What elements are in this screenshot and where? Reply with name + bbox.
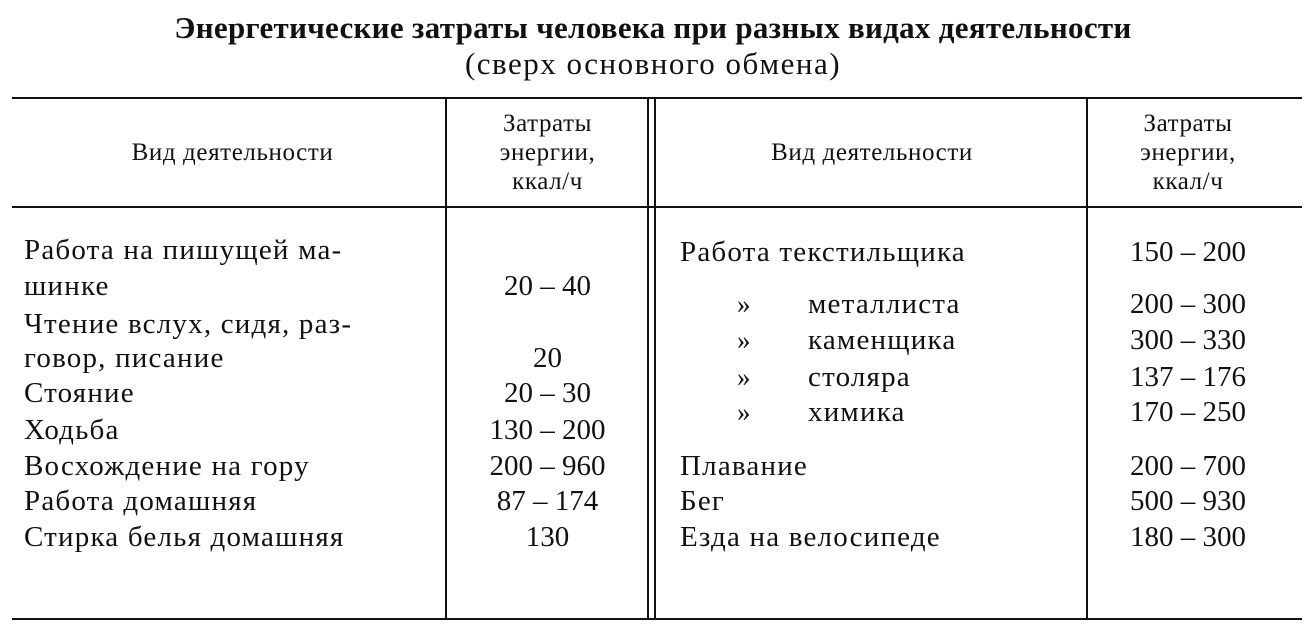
table-subtitle: (сверх основного обмена) <box>464 46 842 81</box>
energy-value: 130 <box>525 521 570 553</box>
energy-value: 200 – 700 <box>1130 450 1246 482</box>
activity-text: Восхождение на гору <box>24 450 310 482</box>
energy-value: 200 – 300 <box>1130 288 1246 320</box>
activity-text: Работа текстильщика <box>680 236 966 268</box>
header-rule <box>12 206 1302 208</box>
activity-text: Работа домашняя <box>24 485 258 517</box>
energy-value: 180 – 300 <box>1130 521 1246 553</box>
header-activity-right: Вид деятельности <box>771 139 973 166</box>
activity-text: Плавание <box>680 450 808 482</box>
header-activity-left: Вид деятельности <box>131 139 334 166</box>
header-energy-line: ккал/ч <box>512 168 583 195</box>
header-energy-line: Затраты <box>1143 110 1233 137</box>
ditto-mark: » <box>737 362 751 392</box>
energy-value: 150 – 200 <box>1130 236 1246 268</box>
header-energy-left <box>450 109 645 196</box>
activity-text: говор, писание <box>24 342 225 374</box>
activity-text: Стояние <box>24 377 135 409</box>
column-divider-3 <box>1086 97 1088 620</box>
double-divider-b <box>654 97 656 620</box>
energy-value: 20 – 30 <box>504 377 591 409</box>
bottom-rule <box>12 618 1302 620</box>
header-energy-line: Затраты <box>502 110 593 137</box>
activity-text: Стирка белья домашняя <box>24 521 345 553</box>
top-rule <box>12 97 1302 99</box>
activity-text: столяра <box>808 361 911 393</box>
energy-value: 137 – 176 <box>1130 361 1246 393</box>
activity-text: Езда на велосипеде <box>680 521 941 553</box>
header-energy-line: энергии, <box>499 139 596 166</box>
energy-value: 130 – 200 <box>489 414 606 446</box>
activity-text: Работа на пишущей ма- <box>24 234 343 266</box>
energy-value: 300 – 330 <box>1130 324 1246 356</box>
activity-text: Чтение вслух, сидя, раз- <box>24 308 353 340</box>
column-divider-1 <box>445 97 447 620</box>
ditto-mark: » <box>737 289 751 319</box>
ditto-mark: » <box>737 325 751 355</box>
activity-text: каменщика <box>808 324 957 356</box>
header-energy-right <box>1090 109 1286 196</box>
activity-text: шинке <box>24 270 110 302</box>
header-energy-line: энергии, <box>1140 139 1236 166</box>
activity-text: металлиста <box>808 288 961 320</box>
energy-value: 20 <box>533 342 562 374</box>
energy-value: 170 – 250 <box>1130 396 1246 428</box>
activity-text: Ходьба <box>24 414 120 446</box>
energy-value: 200 – 960 <box>489 450 606 482</box>
table-title: Энергетические затраты человека при разных видах деятельности <box>174 10 1132 45</box>
header-energy-line: ккал/ч <box>1152 168 1224 195</box>
energy-value: 500 – 930 <box>1130 485 1246 517</box>
double-divider-a <box>647 97 649 620</box>
energy-value: 87 – 174 <box>496 485 599 517</box>
ditto-mark: » <box>737 397 751 427</box>
activity-text: Бег <box>680 485 726 517</box>
activity-text: химика <box>808 396 906 428</box>
energy-value: 20 – 40 <box>504 270 591 302</box>
